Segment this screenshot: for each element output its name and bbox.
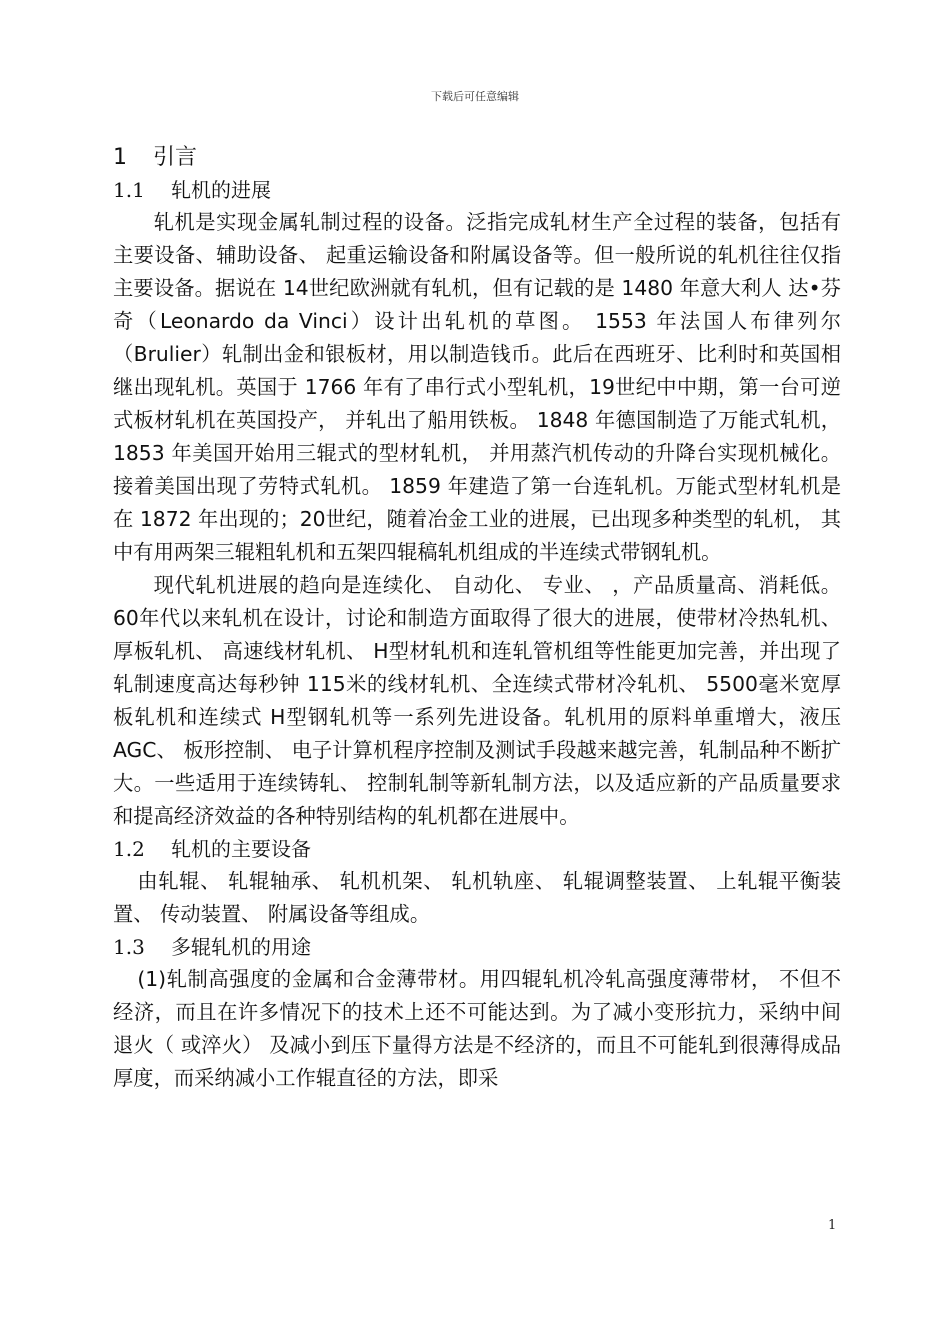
subsection-heading-1-3 [113, 931, 841, 963]
document-body [113, 142, 841, 1095]
section-title: 引言 [153, 145, 198, 170]
subsection-number: 1.3 [113, 935, 145, 959]
subsection-title: 轧机的进展 [171, 178, 271, 202]
subsection-number: 1.2 [113, 837, 145, 861]
paragraph-multi-roll-uses: (1)轧制高强度的金属和合金薄带材。用四辊轧机冷轧高强度薄带材， 不但不经济，而且在许多情况下的技术上还不可能达到。为了减小变形抗力，采纳中间退火（ 或淬火） 及减小到压下量得方法是不经济的，而且不可能轧到很薄得成品厚度，而采纳减小工作辊直径的方法，即采 [113, 967, 841, 1090]
page-header: 下载后可任意编辑 [431, 90, 519, 103]
section-heading-1 [113, 142, 841, 174]
subsection-heading-1-1 [113, 174, 841, 206]
subsection-title: 多辊轧机的用途 [171, 935, 311, 959]
page-number: 1 [828, 1218, 837, 1233]
section-number: 1 [113, 145, 127, 170]
paragraph-main-equipment: 由轧辊、 轧辊轴承、 轧机机架、 轧机轨座、 轧辊调整装置、 上轧辊平衡装置、 传动装置、 附属设备等组成。 [113, 869, 841, 926]
subsection-number: 1.1 [113, 178, 145, 202]
subsection-heading-1-2 [113, 833, 841, 865]
subsection-title: 轧机的主要设备 [171, 837, 311, 861]
paragraph-modern-development: 现代轧机进展的趋向是连续化、 自动化、 专业、 ，产品质量高、消耗低。60年代以来轧机在设计，讨论和制造方面取得了很大的进展，使带材冷热轧机、 厚板轧机、 高速线材轧机、 H型材轧机和连轧管机组等性能更加完善，并出现了轧制速度高达每秒钟 115米的线材轧机、全连续式带材冷轧机、 5500毫米宽厚板轧机和连续式 H型钢轧机等一系列先进设备。轧机用的原料单重增大，液压 AGC、 板形控制、 电子计算机程序控制及测试手段越来越完善，轧制品种不断扩大。一些适用于连续铸轧、 控制轧制等新轧制方法，以及适应新的产品质量要求和提高经济效益的各种特别结构的轧机都在进展中。 [113, 573, 841, 828]
paragraph-rolling-mill-history: 轧机是实现金属轧制过程的设备。泛指完成轧材生产全过程的装备，包括有主要设备、辅助设备、 起重运输设备和附属设备等。但一般所说的轧机往往仅指主要设备。据说在 14世纪欧洲就有轧机，但有记载的是 1480 年意大利人 达•芬奇（Leonardo da Vinci）设计出轧机的草图。 1553 年法国人布律列尔（Brulier）轧制出金和银板材，用以制造钱币。此后在西班牙、比利时和英国相继出现轧机。英国于 1766 年有了串行式小型轧机，19世纪中中期，第一台可逆式板材轧机在英国投产， 并轧出了船用铁板。 1848 年德国制造了万能式轧机，1853 年美国开始用三辊式的型材轧机， 并用蒸汽机传动的升降台实现机械化。接着美国出现了劳特式轧机。 1859 年建造了第一台连轧机。万能式型材轧机是在 1872 年出现的；20世纪，随着冶金工业的进展，已出现多种类型的轧机， 其中有用两架三辊粗轧机和五架四辊稿轧机组成的半连续式带钢轧机。 [113, 210, 841, 564]
